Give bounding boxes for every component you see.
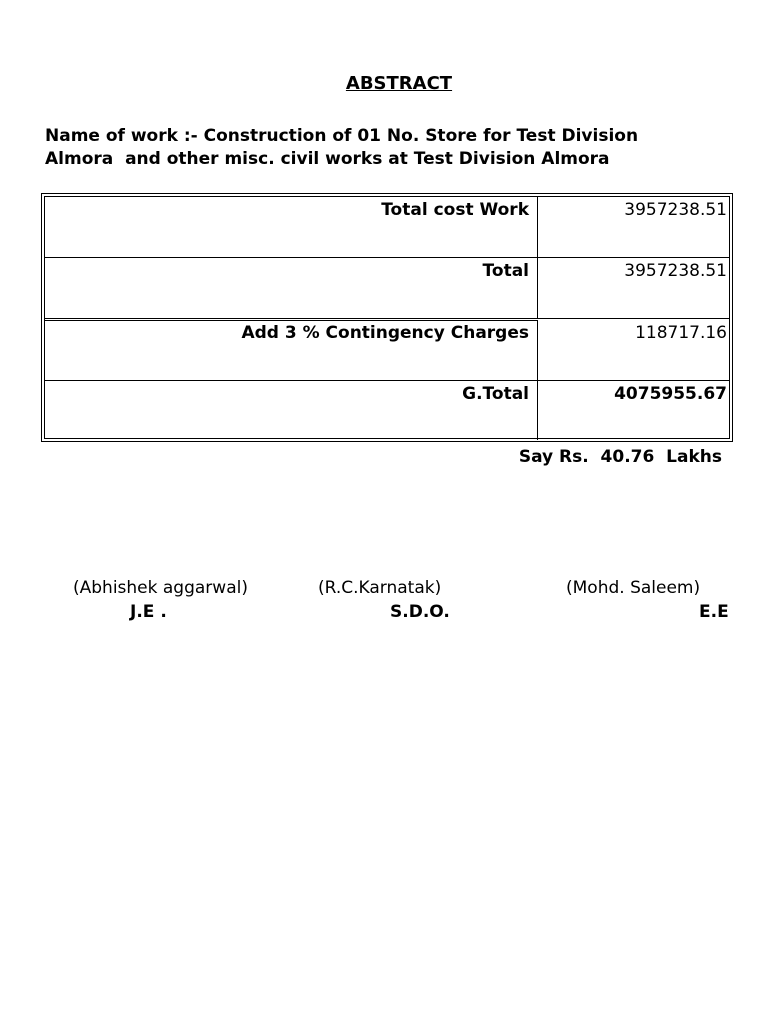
- table-row: [45, 381, 729, 440]
- document-title: [0, 73, 768, 94]
- name-of-work-line-1: Name of work :- Construction of 01 No. Store for Test Division: [45, 126, 639, 146]
- designation-je: J.E .: [130, 602, 167, 622]
- row-label-total-cost-work: Total cost Work: [45, 197, 538, 258]
- row-value-grand-total: 4075955.67: [614, 384, 727, 404]
- row-label-contingency: Add 3 % Contingency Charges: [45, 320, 538, 381]
- signatory-name-sdo: (R.C.Karnatak): [318, 578, 442, 598]
- signatory-name-ee: (Mohd. Saleem): [566, 578, 701, 598]
- name-of-work: [45, 125, 745, 171]
- designation-sdo: S.D.O.: [390, 602, 450, 622]
- abstract-table: [41, 193, 733, 442]
- name-of-work-line-2: Almora and other misc. civil works at Test Division Almora: [45, 149, 610, 169]
- row-value-total: 3957238.51: [624, 261, 727, 281]
- row-value-total-cost-work: 3957238.51: [624, 200, 727, 220]
- row-value-contingency: 118717.16: [635, 323, 727, 343]
- table-row: [45, 320, 729, 381]
- abstract-table-inner: [44, 196, 730, 439]
- signatory-name-je: (Abhishek aggarwal): [73, 578, 248, 598]
- row-label-grand-total: G.Total: [45, 381, 538, 440]
- row-divider: [45, 318, 729, 319]
- say-amount: Say Rs. 40.76 Lakhs: [518, 447, 722, 467]
- table-row: [45, 258, 729, 319]
- row-label-total: Total: [45, 258, 538, 319]
- table-row: [45, 197, 729, 258]
- designation-ee: E.E: [699, 602, 729, 622]
- document-title-text: ABSTRACT: [345, 73, 453, 94]
